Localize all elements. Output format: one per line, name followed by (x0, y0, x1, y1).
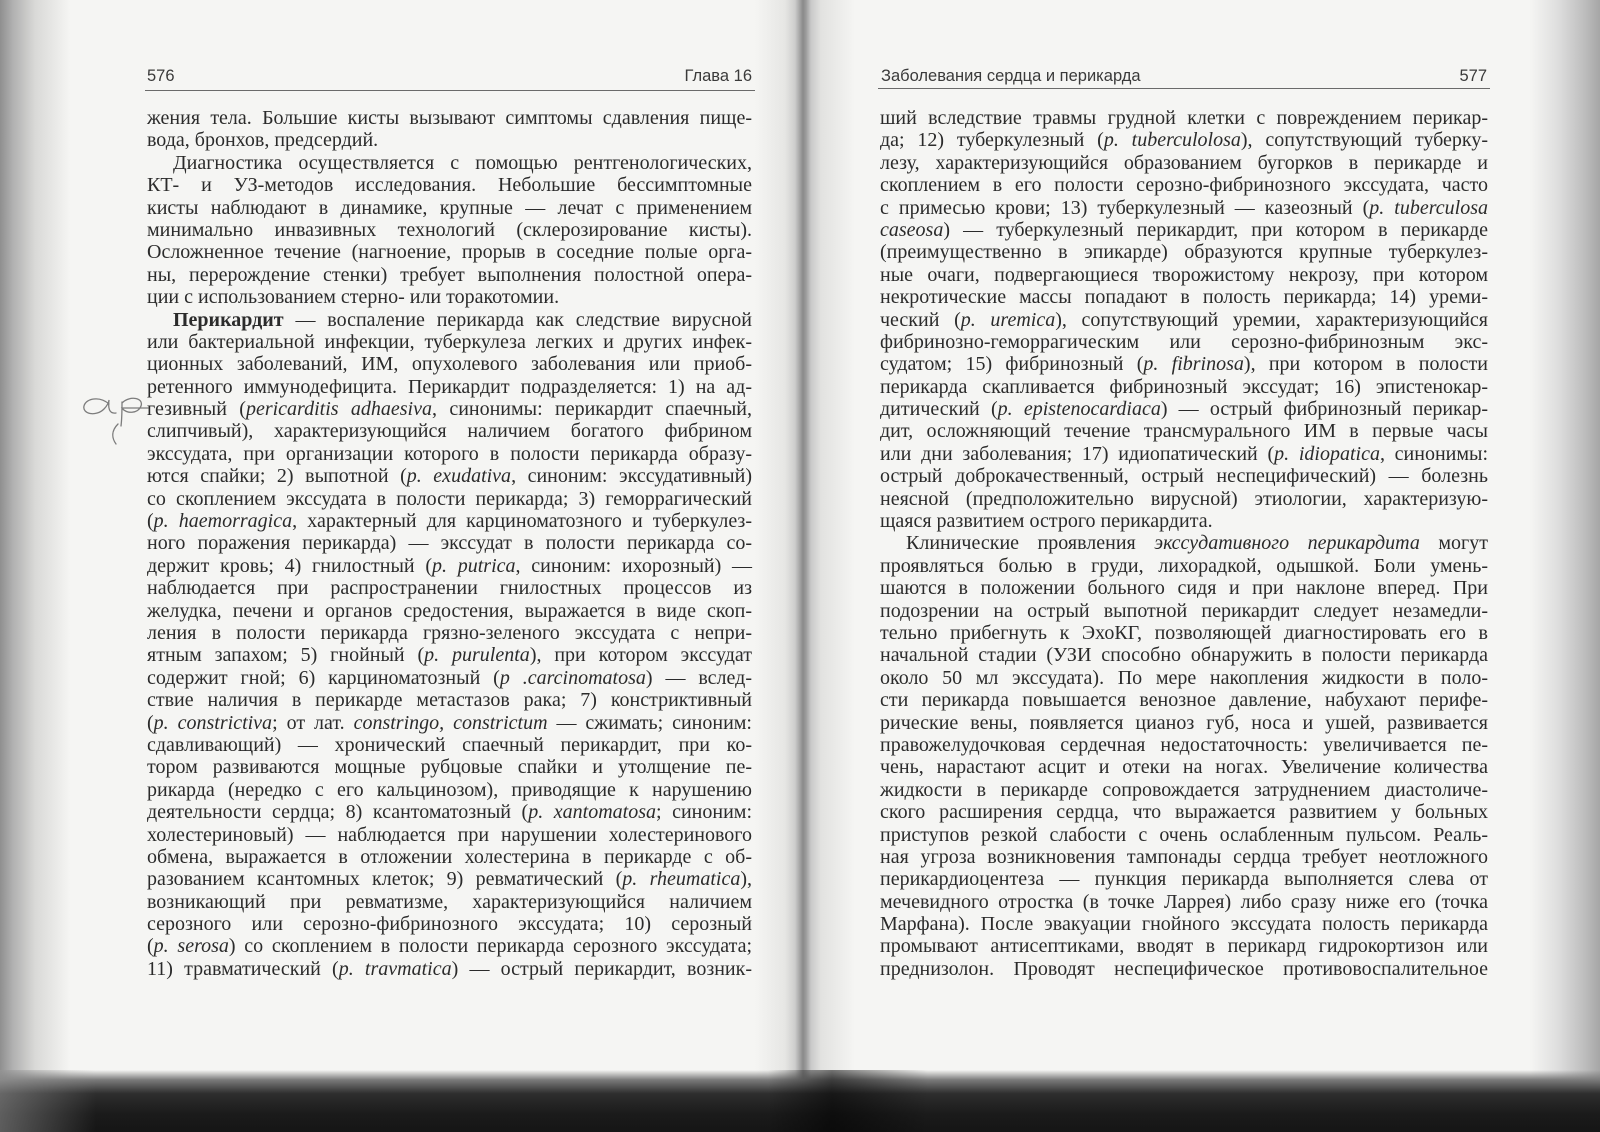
text-line (147, 958, 752, 980)
text-run: ( (147, 935, 154, 958)
text-line (147, 734, 752, 756)
text-line (147, 644, 752, 666)
text-run: ; синоним: (655, 801, 752, 824)
text-line (880, 644, 1488, 666)
italic-term: p. xantomatosa (528, 801, 656, 824)
line-text: тором развиваются мощные рубцовые спайки и утолщение пе- (147, 756, 752, 779)
line-text: Осложненное течение (нагноение, прорыв в соседние полые орга- (147, 241, 752, 264)
text-line (880, 577, 1488, 599)
line-text (147, 667, 752, 689)
text-line (147, 241, 752, 263)
text-line (147, 353, 752, 375)
margin-pen-scribble (78, 392, 150, 448)
line-text: холестериновый) — наблюдается при нарушении холестеринового (147, 823, 752, 846)
line-text: КТ- и УЗ-методов исследования. Небольшие бессимптомные (147, 174, 752, 197)
text-run: могут (1419, 532, 1488, 555)
line-text (880, 398, 1488, 420)
text-line (880, 264, 1488, 286)
line-text (147, 868, 752, 890)
text-run: ), (740, 868, 752, 891)
running-head: Заболевания сердца и перикарда (881, 66, 1141, 85)
text-run: ются спайки; 2) выпотной ( (147, 465, 407, 488)
text-line (147, 622, 752, 644)
text-line (147, 197, 752, 219)
text-line (880, 712, 1488, 734)
line-text: ции с использованием стерно- или торакотомии. (147, 286, 560, 309)
italic-term: p .carcinomatosa (499, 666, 646, 689)
text-line (147, 129, 752, 151)
text-run: ( (147, 711, 154, 734)
line-text: минимально инвазивных технологий (склерозирование кисты). (147, 218, 752, 241)
text-line (880, 510, 1488, 532)
text-run: ческий ( (880, 308, 961, 331)
line-text (147, 555, 752, 577)
italic-term: p. purulenta (424, 644, 530, 667)
line-text: серозного или серозно-фибринозного экссудата; 10) серозный (147, 913, 752, 936)
text-column (880, 107, 1488, 980)
italic-term: p. tuberculolosa (1103, 129, 1241, 152)
line-text: мечевидного отростка (в точке Ларрея) либо сразу ниже его (точка (880, 890, 1488, 913)
text-run: — сжимать; синоним: (547, 711, 752, 734)
italic-term: p. fibrinosa (1143, 353, 1244, 376)
text-line (880, 779, 1488, 801)
text-line (147, 174, 752, 196)
italic-term: p. haemorragica (153, 510, 293, 533)
page-header (881, 65, 1487, 87)
text-line (880, 174, 1488, 196)
text-line (880, 420, 1488, 442)
text-line (880, 622, 1488, 644)
line-text: Марфана). После эвакуации гнойного экссудата полость перикарда (880, 913, 1488, 936)
line-text: наблюдается при распространении гнилостных процессов из (147, 577, 752, 600)
text-line (147, 555, 752, 577)
text-line (147, 532, 752, 554)
text-line (147, 891, 752, 913)
line-text (880, 353, 1488, 375)
line-text: вода, бронхов, предсердий. (147, 129, 379, 152)
text-run: 11) травматический ( (147, 957, 339, 980)
text-line (880, 824, 1488, 846)
text-line (147, 420, 752, 442)
italic-term: p. constrictiva (153, 711, 273, 734)
text-line (880, 129, 1488, 151)
line-text: возникающий при ревматизме, характеризующийся наличием (147, 890, 752, 913)
header-rule (878, 88, 1490, 89)
text-line (147, 913, 752, 935)
line-text: приступов резкой слабости с очень ослабленным пульсом. Реаль- (880, 823, 1488, 846)
line-text (173, 309, 752, 331)
text-run: — воспаление перикарда как следствие вирусной (283, 308, 752, 331)
text-run: дитический ( (880, 398, 998, 421)
text-line (880, 600, 1488, 622)
text-run: судатом; 15) фибринозный ( (880, 353, 1144, 376)
text-line (147, 376, 752, 398)
text-line (880, 555, 1488, 577)
line-text (880, 197, 1488, 219)
line-text: или бактериальной инфекции, туберкулеза легких и других инфек- (147, 330, 752, 353)
line-text: острый доброкачественный, острый неспецифический) — болезнь (880, 465, 1488, 488)
text-line (147, 824, 752, 846)
italic-term: p. epistenocardiaca (997, 398, 1161, 421)
text-line (880, 286, 1488, 308)
line-text: около 50 мл экссудата). По мере накопления жидкости в поло- (880, 666, 1488, 689)
text-line (147, 868, 752, 890)
italic-term: pericarditis adhaesiva (245, 398, 432, 421)
line-text: кисты наблюдают в динамике, крупные — лечат с применением (147, 196, 752, 219)
page-number: 576 (147, 66, 175, 85)
line-text: сдавливающий) — хронический спаечный перикардит, при ко- (147, 733, 752, 756)
header-rule (145, 90, 755, 91)
text-line (880, 667, 1488, 689)
text-line (880, 756, 1488, 778)
text-line (880, 107, 1488, 129)
running-head: Глава 16 (684, 66, 752, 85)
line-text: промывают антисептиками, вводят в перикард гидрокортизон или (880, 935, 1488, 958)
line-text: желудка, печени и органов средостения, выражается в виде скоп- (147, 599, 752, 622)
text-line (880, 309, 1488, 331)
text-line (147, 465, 752, 487)
italic-term: p. tuberculosa (1369, 196, 1488, 219)
text-line (880, 734, 1488, 756)
text-line (880, 465, 1488, 487)
line-text: шаются в положении больного сидя и при наклоне вперед. При (880, 577, 1488, 600)
italic-term: p. travmatica (338, 957, 452, 980)
paragraph (147, 152, 752, 309)
page-number: 577 (1459, 66, 1487, 85)
line-text: начальной стадии (УЗИ способно обнаружить в полости перикарда (880, 644, 1488, 667)
line-text: ления в полости перикарда грязно-зеленого экссудата с непри- (147, 621, 752, 644)
text-line (880, 846, 1488, 868)
text-run: да; 12) туберкулезный ( (880, 129, 1104, 152)
line-text (147, 465, 752, 487)
line-text (906, 532, 1488, 554)
line-text: ны, перерождение стенки) требует выполнения полостной опера- (147, 263, 752, 286)
italic-term: p. exudativa (406, 465, 512, 488)
text-run: , синонимы: перикардит спаечный, (431, 398, 752, 421)
text-line (147, 712, 752, 734)
text-line (880, 331, 1488, 353)
text-line (147, 219, 752, 241)
text-line (880, 913, 1488, 935)
paragraph (147, 309, 752, 981)
line-text (147, 958, 752, 980)
line-text: щаяся развитием острого перикардита. (880, 510, 1213, 533)
line-text: экссудата, при организации которого в полости перикарда образу- (147, 442, 752, 465)
line-text: ретенного иммунодефицита. Перикардит подразделяется: 1) на ад- (147, 375, 752, 398)
line-text (880, 443, 1488, 465)
text-line (147, 756, 752, 778)
text-line (147, 846, 752, 868)
text-column (147, 107, 752, 980)
text-line (147, 331, 752, 353)
text-line (880, 689, 1488, 711)
text-line (147, 935, 752, 957)
bold-term: Перикардит (173, 308, 284, 331)
text-run: ( (147, 510, 154, 533)
text-line (880, 488, 1488, 510)
text-run: содержит гной; 6) карциноматозный ( (147, 666, 500, 689)
text-run: , синоним: ихорозный) — (515, 554, 752, 577)
line-text: сти перикарда повышается венозное давление, набухают перифе- (880, 689, 1488, 712)
line-text (880, 129, 1488, 151)
line-text: перикардиоцентеза — пункция перикарда выполняется слева от (880, 868, 1488, 891)
text-line (880, 891, 1488, 913)
line-text: жения тела. Большие кисты вызывают симптомы сдавления пище- (147, 107, 752, 129)
line-text (880, 219, 1488, 241)
text-line (147, 600, 752, 622)
text-run: деятельности сердца; 8) ксантоматозный ( (147, 801, 529, 824)
text-run: держит кровь; 4) гнилостный ( (147, 554, 432, 577)
text-run: ) — острый фибринозный перикар- (1160, 398, 1488, 421)
line-text: некротические массы попадают в полость перикарда; 14) уреми- (880, 286, 1488, 309)
text-line (880, 935, 1488, 957)
line-text: тельно прибегнуть к ЭхоКГ, позволяющей диагностировать его в (880, 621, 1488, 644)
text-line (880, 443, 1488, 465)
paragraph (880, 532, 1488, 980)
text-line (880, 868, 1488, 890)
line-text: ского расширения сердца, что выражается развитием у больных (880, 801, 1488, 824)
line-text (147, 935, 752, 957)
text-line (880, 353, 1488, 375)
text-line (880, 197, 1488, 219)
text-run: ), при котором экссудат (529, 644, 752, 667)
text-line (147, 264, 752, 286)
line-text: ствие наличия в перикарде метастазов рака; 7) констриктивный (147, 689, 752, 712)
italic-term: p. idiopatica (1274, 442, 1380, 465)
line-text: чень, нарастают асцит и отеки на ногах. Увеличение количества (880, 756, 1488, 779)
line-text: ная угроза возникновения тампонады сердца требует неотложного (880, 845, 1488, 868)
line-text: рические вены, появляется цианоз губ, носа и ушей, развивается (880, 711, 1488, 734)
line-text: скоплением в его полости серозно-фибринозного экссудата, часто (880, 174, 1488, 197)
line-text: проявляться болью в груди, лихорадкой, одышкой. Боли умень- (880, 554, 1488, 577)
line-text: фибринозно-геморрагическим или серозно-фибринозным экс- (880, 330, 1488, 353)
text-line (147, 801, 752, 823)
line-text: ционных заболеваний, ИМ, опухолевого заболевания или приоб- (147, 353, 752, 376)
line-text (147, 398, 752, 420)
text-line (147, 107, 752, 129)
text-line (880, 532, 1488, 554)
line-text: ные очаги, подвергающиеся творожистому некрозу, при котором (880, 263, 1488, 286)
text-run: или дни заболевания; 17) идиопатический ( (880, 442, 1275, 465)
line-text (147, 712, 752, 734)
line-text: рикарда (нередко с его кальцинозом), приводящие к нарушению (147, 778, 752, 801)
text-line (147, 510, 752, 532)
text-line (880, 152, 1488, 174)
text-line (147, 689, 752, 711)
line-text (147, 510, 752, 532)
text-run: ; от лат. (272, 711, 354, 734)
text-run: гезивный ( (147, 398, 246, 421)
line-text: дит, осложняющий течение трансмурального ИМ в первые часы (880, 420, 1488, 443)
line-text: ного поражения перикарда) — экссудат в полости перикарда со- (147, 532, 752, 555)
text-run: ) — вслед- (645, 666, 752, 689)
italic-term: p. putrica (432, 554, 516, 577)
text-line (147, 309, 752, 331)
text-run: ), сопутствующий туберку- (1240, 129, 1488, 152)
text-run: ) со скоплением в полости перикарда серозного экссудата; (228, 935, 753, 958)
text-line (880, 398, 1488, 420)
text-line (880, 801, 1488, 823)
line-text (147, 801, 752, 823)
italic-term: p. serosa (153, 935, 229, 958)
italic-term: экссудативного перикардита (1154, 532, 1420, 555)
line-text (880, 309, 1488, 331)
text-line (880, 219, 1488, 241)
text-run: ), при котором в полости (1243, 353, 1488, 376)
right-page (805, 0, 1600, 1132)
text-line (147, 577, 752, 599)
text-line (880, 958, 1488, 980)
text-line (147, 152, 752, 174)
text-run: , синонимы: (1379, 442, 1489, 465)
text-line (147, 667, 752, 689)
line-text: обмена, выражается в отложении холестерина в перикарде с об- (147, 845, 752, 868)
line-text: перикарда скапливается фибринозный экссудат; 16) эпистенокар- (880, 375, 1488, 398)
text-line (147, 488, 752, 510)
line-text: правожелудочковая сердечная недостаточность: увеличивается пе- (880, 733, 1488, 756)
text-run: ), сопутствующий уремии, характеризующийся (1055, 308, 1489, 331)
text-line (880, 241, 1488, 263)
line-text: неясной (предположительно вирусной) этиологии, характеризую- (880, 487, 1488, 510)
line-text: лезу, характеризующийся образованием бугорков в перикарде и (880, 151, 1488, 174)
text-run: , синоним: экссудативный) (511, 465, 752, 488)
line-text: подозрении на острый выпотной перикардит следует незамедли- (880, 599, 1488, 622)
line-text: ший вследствие травмы грудной клетки с повреждением перикар- (880, 107, 1488, 129)
text-run: ) — туберкулезный перикардит, при котором в перикарде (943, 218, 1488, 241)
text-line (147, 779, 752, 801)
italic-term: p. rheumatica (622, 868, 741, 891)
text-run: ятным запахом; 5) гнойный ( (147, 644, 425, 667)
text-line (147, 286, 752, 308)
paragraph (147, 107, 752, 152)
text-line (880, 376, 1488, 398)
text-line (147, 443, 752, 465)
line-text: (преимущественно в эпикарде) образуются крупные туберкулез- (880, 241, 1488, 264)
italic-term: constringo, constrictum (353, 711, 548, 734)
text-run: разованием ксантомных клеток; 9) ревматический ( (147, 868, 623, 891)
line-text: со скоплением экссудата в полости перикарда; 3) геморрагический (147, 487, 752, 510)
italic-term: caseosa (880, 218, 944, 241)
line-text: Диагностика осуществляется с помощью рентгенологических, (173, 151, 752, 174)
text-run: с примесью крови; 13) туберкулезный — казеозный ( (880, 196, 1370, 219)
text-run: , характерный для карциноматозного и туберкулез- (292, 510, 752, 533)
line-text: слипчивый), характеризующийся наличием богатого фибрином (147, 420, 752, 443)
italic-term: p. uremica (960, 308, 1056, 331)
text-run: Клинические проявления (906, 532, 1155, 555)
text-run: ) — острый перикардит, возник- (451, 957, 753, 980)
line-text: жидкости в перикарде сопровождается затруднением диастоличе- (880, 778, 1488, 801)
paragraph (880, 107, 1488, 532)
text-line (147, 398, 752, 420)
line-text: преднизолон. Проводят неспецифическое противовоспалительное (880, 957, 1488, 980)
line-text (147, 644, 752, 666)
page-header (147, 65, 752, 87)
